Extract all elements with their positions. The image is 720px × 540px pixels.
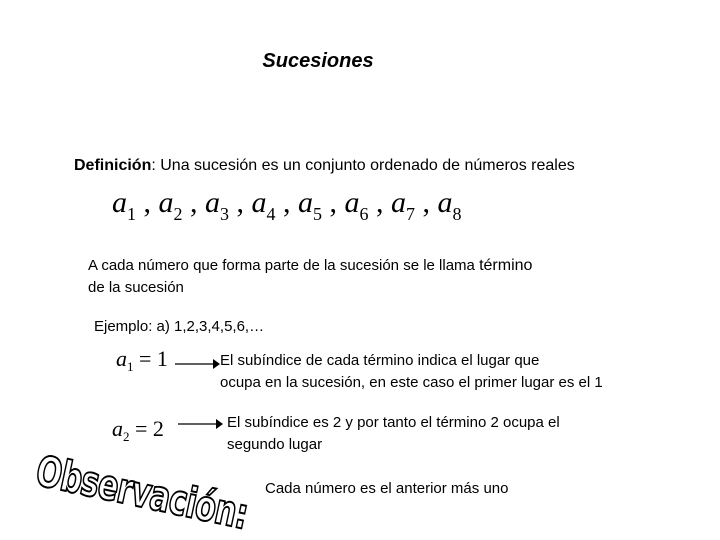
definition — [74, 157, 575, 175]
formula-a2-subscript: 2 — [123, 429, 130, 444]
formula-a1-symbol: a — [116, 346, 127, 371]
term-keyword: término — [479, 257, 533, 274]
arrow-right-icon — [175, 358, 221, 370]
explanation-1-line1: El subíndice de cada término indica el lugar que — [220, 352, 540, 369]
sequence-separator: , — [229, 186, 252, 219]
sequence-term: $a_1$ — [112, 186, 136, 224]
sequence-separator: , — [182, 186, 205, 219]
formula-a2-rhs: = 2 — [135, 416, 164, 441]
explanation-2 — [227, 412, 560, 456]
term-paragraph-line2: de la sucesión — [88, 279, 184, 296]
observation-wordart: Observación: — [31, 446, 253, 539]
formula-a1-subscript: 1 — [127, 359, 134, 374]
definition-text: : Una sucesión es un conjunto ordenado de números reales — [151, 157, 575, 174]
example-text: Ejemplo: a) 1,2,3,4,5,6,… — [94, 318, 265, 335]
explanation-2-line1: El subíndice es 2 y por tanto el término 2 ocupa el — [227, 414, 560, 431]
definition-label: Definición — [74, 157, 152, 174]
explanation-2-line2: segundo lugar — [227, 436, 323, 453]
explanation-1-line2: ocupa en la sucesión, en este caso el primer lugar es el 1 — [220, 374, 603, 391]
sequence-term: $a_2$ — [158, 186, 183, 224]
slide-title: Sucesiones — [262, 50, 374, 72]
sequence-separator: , — [415, 186, 438, 219]
sequence-formula — [112, 186, 462, 225]
formula-a1-rhs: = 1 — [139, 346, 168, 371]
sequence-separator: , — [275, 186, 298, 219]
arrow-right-icon — [178, 418, 224, 430]
sequence-separator: , — [368, 186, 391, 219]
sequence-term: $a_6$ — [344, 186, 369, 224]
term-paragraph-line1: A cada número que forma parte de la sucesión se le llama — [88, 257, 480, 274]
sequence-term: $a_8$ — [437, 186, 462, 224]
sequence-term: $a_4$ — [251, 186, 276, 224]
formula-a2-symbol: a — [112, 416, 123, 441]
formula-a2 — [112, 416, 164, 445]
formula-a1 — [116, 346, 168, 375]
sequence-term: $a_7$ — [391, 186, 415, 224]
sequence-term: $a_5$ — [298, 186, 322, 224]
term-paragraph — [88, 255, 532, 299]
observation-text: Cada número es el anterior más uno — [265, 480, 509, 497]
sequence-separator: , — [322, 186, 345, 219]
explanation-1 — [220, 350, 603, 394]
sequence-separator: , — [136, 186, 159, 219]
sequence-term: $a_3$ — [205, 186, 229, 224]
